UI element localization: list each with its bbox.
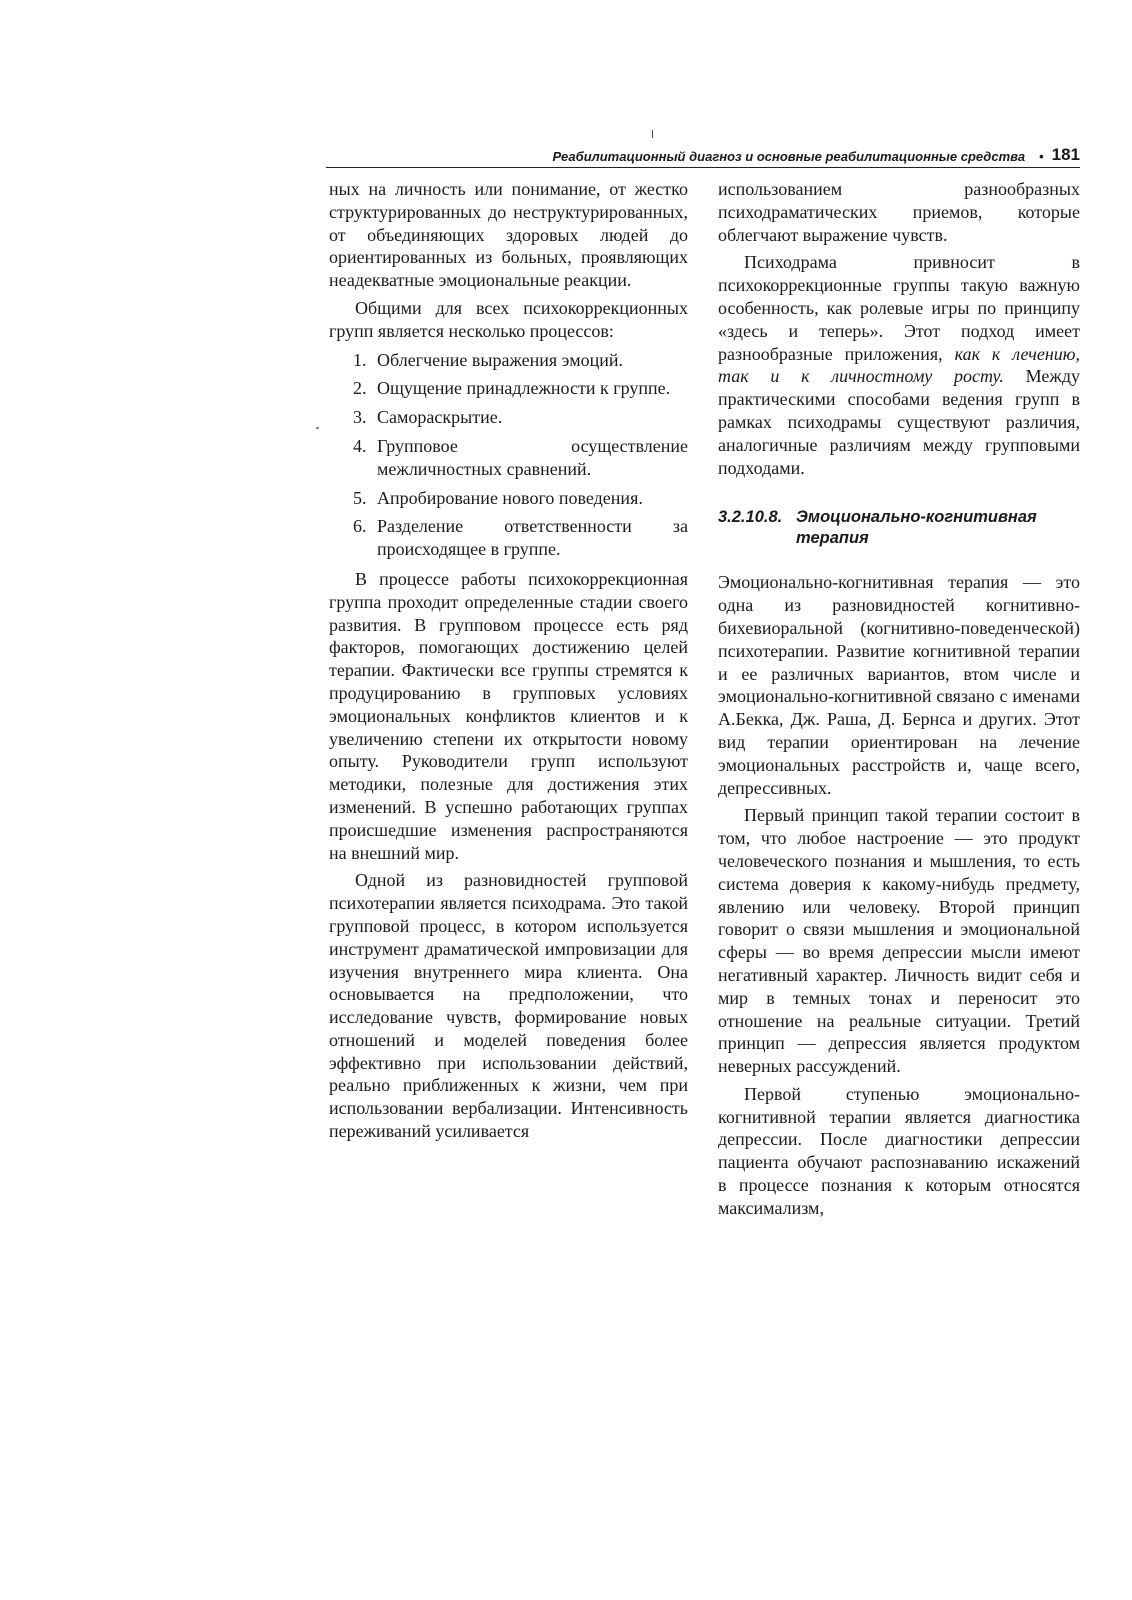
paragraph: [718, 251, 1080, 479]
list-text: Апробирование нового поведения.: [377, 487, 643, 508]
list-number: 6.: [353, 516, 367, 537]
paragraph: использованием разнообразных психодраматических приемов, которые облегчают выражение чувств.: [718, 179, 1080, 245]
list-item: [329, 349, 688, 372]
paragraph: Общими для всех психокоррекционных групп является несколько процессов:: [329, 297, 688, 341]
section-number: 3.2.10.8.: [718, 508, 783, 527]
list-text: Групповое осуществление межличностных сравнений.: [377, 435, 688, 479]
list-item: [329, 435, 688, 481]
list-number: 5.: [353, 487, 367, 508]
right-column: [718, 178, 1080, 1225]
section-title-line1: Эмоционально-когнитивная: [796, 508, 1037, 527]
paragraph: В процессе работы психокоррекционная группа проходит определенные стадии своего развития. В групповом процессе есть ряд факторов, помогающих достижению целей терапии. Фактически все группы стремятся к продуцированию в групповых условиях эмоциональных конфликтов клиентов и к увеличению степени их открытости новому опыту. Руководители групп используют методики, полезные для достижения этих изменений. В успешно работающих группах происшедшие изменения распространяются на внешний мир.: [329, 568, 688, 863]
page-number: 181: [1051, 145, 1080, 164]
list-text: Ощущение принадлежности к группе.: [377, 378, 671, 399]
left-column: [329, 178, 688, 1148]
list-number: 4.: [353, 435, 367, 456]
paragraph-italic: как к лечению, так и к личностному росту.: [718, 343, 1080, 387]
list-text: Облегчение выражения эмоций.: [377, 349, 624, 370]
list-number: 2.: [353, 378, 367, 399]
scan-speck: [316, 426, 320, 429]
section-heading: [718, 507, 1080, 549]
paragraph: Эмоционально-когнитивная терапия — это одна из разновидностей когнитивно-бихевиоральной (когнитивно-поведенческой) психотерапии. Развитие когнитивной терапии и ее различных вариантов, втом числе и эмоционально-когнитивной связано с именами А.Бекка, Дж. Раша, Д. Бернса и других. Этот вид терапии ориентирован на лечение эмоциональных расстройств и, чаще всего, депрессивных.: [718, 572, 1080, 798]
paragraph-text: Психодрама привносит в психокоррекционные группы такую важную особенность, как ролевые игры по принципу «здесь и теперь». Этот подход имеет разнообразные приложения,: [718, 252, 1080, 364]
section-title-line2: терапия: [796, 529, 869, 548]
paragraph: Первый принцип такой терапии состоит в том, что любое настроение — это продукт человеческого познания и мышления, то есть система доверия к какому-нибудь предмету, явлению или человеку. Второй принцип говорит о связи мышления и эмоциональной сферы — во время депрессии мысли имеют негативный характер. Личность видит себя и мир в темных тонах и переносит это отношение на реальные ситуации. Третий принцип — депрессия является продуктом неверных рассуждений.: [718, 805, 1080, 1077]
header-bullet: •: [1039, 149, 1044, 164]
paragraph: ных на личность или понимание, от жестко структурированных до неструктурированных, от объединяющих здоровых людей до ориентированных из больных, проявляющих неадекватные эмоциональные реакции.: [329, 179, 688, 291]
running-title: Реабилитационный диагноз и основные реабилитационные средства: [552, 149, 1026, 164]
list-text: Самораскрытие.: [377, 407, 503, 428]
paragraph: Первой ступенью эмоционально-когнитивной терапии является диагностика депрессии. После диагностики депрессии пациента обучают распознаванию искажений в процессе познания к которым относятся максимализм,: [718, 1083, 1080, 1218]
list-number: 1.: [353, 349, 367, 370]
list-item: [329, 487, 688, 510]
list-text: Разделение ответственности за происходящее в группе.: [377, 516, 688, 560]
scan-mark: [652, 130, 653, 138]
paragraph: Одной из разновидностей групповой психотерапии является психодрама. Это такой групповой процесс, в котором используется инструмент драматической импровизации для изучения внутреннего мира клиента. Она основывается на предположении, что исследование чувств, формирование новых отношений и моделей поведения более эффективно при использовании действий, реально приближенных к жизни, чем при использовании вербализации. Интенсивность переживаний усиливается: [329, 870, 688, 1142]
list-item: [329, 515, 688, 561]
list-number: 3.: [353, 407, 367, 428]
paragraph-text: Между практическими способами ведения групп в рамках психодрамы существуют различия, аналогичные различиям между групповыми подходами.: [718, 366, 1081, 478]
process-list: [329, 349, 688, 561]
list-item: [329, 377, 688, 400]
running-header: [326, 142, 1080, 168]
list-item: [329, 406, 688, 429]
